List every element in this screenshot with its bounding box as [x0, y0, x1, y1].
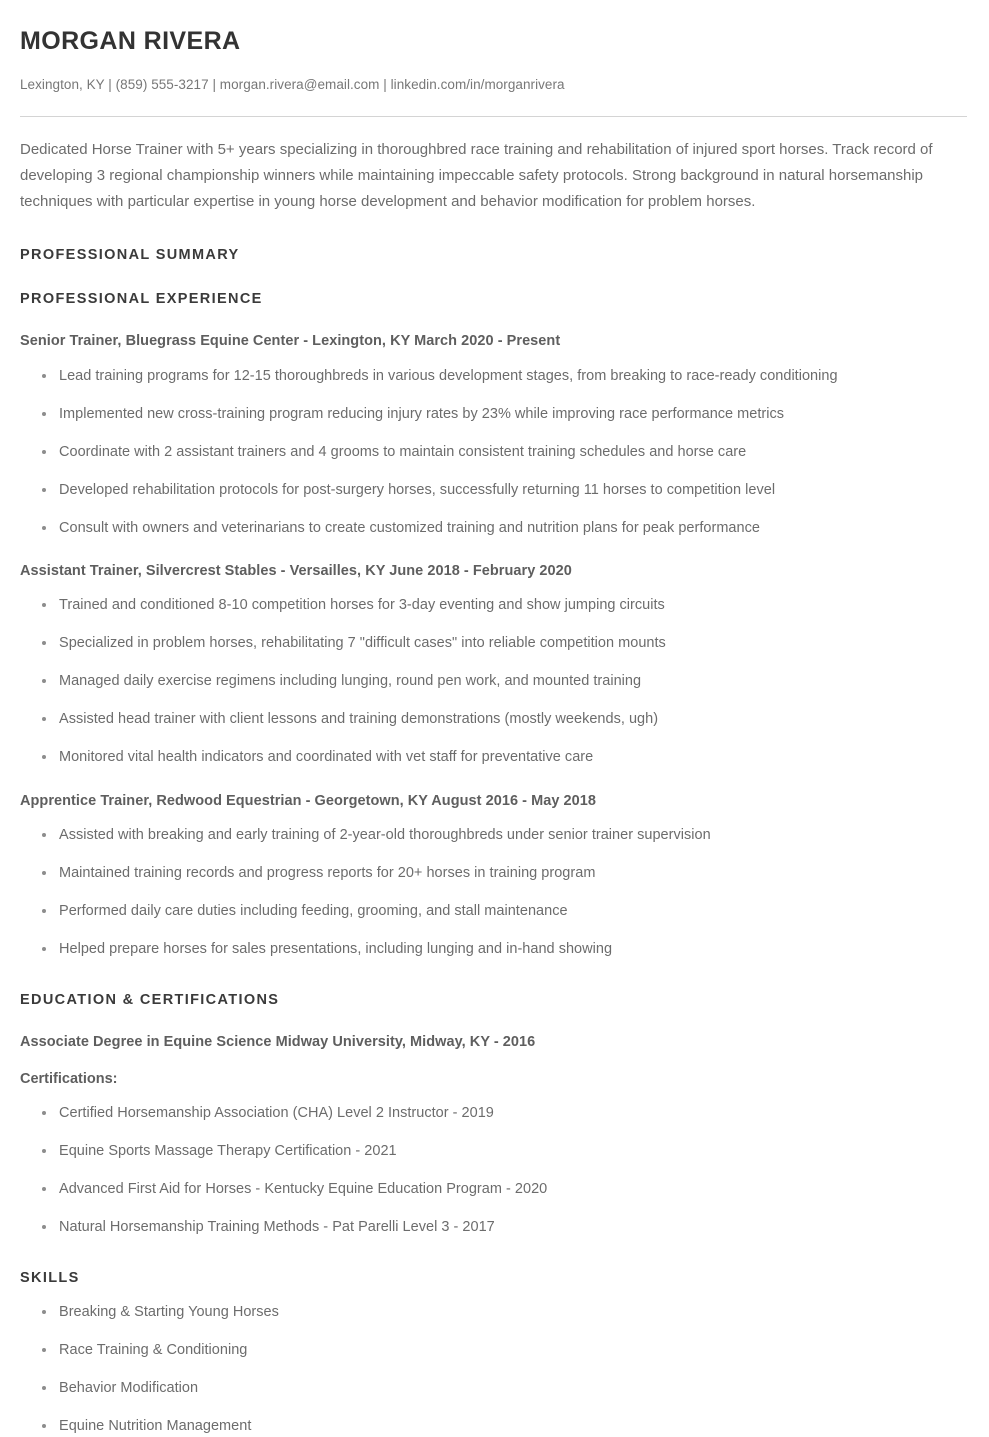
list-item: Trained and conditioned 8-10 competition horses for 3-day eventing and show jumping circuits — [20, 595, 966, 616]
section-heading-skills: SKILLS — [20, 1270, 80, 1287]
list-item: Lead training programs for 12-15 thoroughbreds in various development stages, from breaking to race-ready conditioning — [20, 366, 966, 387]
list-item: Assisted with breaking and early training of 2-year-old thoroughbreds under senior trainer supervision — [20, 825, 966, 846]
job-heading: Senior Trainer, Bluegrass Equine Center - Lexington, KY March 2020 - Present — [20, 333, 561, 350]
list-item: Helped prepare horses for sales presentations, including lunging and in-hand showing — [20, 939, 966, 960]
list-item: Specialized in problem horses, rehabilitating 7 "difficult cases" into reliable competition mounts — [20, 633, 966, 654]
section-heading-education: EDUCATION & CERTIFICATIONS — [20, 992, 280, 1009]
list-item: Consult with owners and veterinarians to create customized training and nutrition plans for peak performance — [20, 518, 966, 539]
list-item: Developed rehabilitation protocols for post-surgery horses, successfully returning 11 horses to competition level — [20, 480, 966, 501]
list-item: Monitored vital health indicators and coordinated with vet staff for preventative care — [20, 747, 966, 768]
job-bullet-list — [20, 366, 966, 539]
job-bullet-list — [20, 595, 966, 768]
list-item: Implemented new cross-training program reducing injury rates by 23% while improving race performance metrics — [20, 404, 966, 425]
list-item: Maintained training records and progress reports for 20+ horses in training program — [20, 863, 966, 884]
list-item: Equine Sports Massage Therapy Certification - 2021 — [20, 1141, 966, 1162]
job-heading: Assistant Trainer, Silvercrest Stables - Versailles, KY June 2018 - February 2020 — [20, 562, 572, 579]
summary-paragraph: Dedicated Horse Trainer with 5+ years specializing in thoroughbred race training and rehabilitation of injured sport horses. Track record of developing 3 regional championship winners while maintaining impeccable safety protocols. Strong background in natural horsemanship techniques with particular expertise in young horse development and behavior modification for problem horses. — [20, 141, 933, 210]
list-item: Race Training & Conditioning — [20, 1340, 966, 1361]
skills-list — [20, 1302, 966, 1437]
section-heading-professional-summary: PROFESSIONAL SUMMARY — [20, 246, 240, 263]
list-item: Managed daily exercise regimens including lunging, round pen work, and mounted training — [20, 671, 966, 692]
list-item: Breaking & Starting Young Horses — [20, 1302, 966, 1323]
list-item: Equine Nutrition Management — [20, 1416, 966, 1437]
list-item: Behavior Modification — [20, 1378, 966, 1399]
list-item: Advanced First Aid for Horses - Kentucky Equine Education Program - 2020 — [20, 1179, 966, 1200]
list-item: Coordinate with 2 assistant trainers and 4 grooms to maintain consistent training schedules and horse care — [20, 442, 966, 463]
certification-list — [20, 1103, 966, 1238]
certifications-label: Certifications: — [20, 1070, 118, 1087]
section-heading-professional-experience: PROFESSIONAL EXPERIENCE — [20, 291, 263, 308]
contact-info: Lexington, KY | (859) 555-3217 | morgan.rivera@email.com | linkedin.com/in/morganrivera — [20, 77, 565, 93]
degree-heading: Associate Degree in Equine Science Midway University, Midway, KY - 2016 — [20, 1033, 536, 1050]
list-item: Certified Horsemanship Association (CHA) Level 2 Instructor - 2019 — [20, 1103, 966, 1124]
job-bullet-list — [20, 825, 966, 960]
page-title: MORGAN RIVERA — [20, 27, 241, 55]
job-heading: Apprentice Trainer, Redwood Equestrian - Georgetown, KY August 2016 - May 2018 — [20, 792, 596, 809]
list-item: Performed daily care duties including feeding, grooming, and stall maintenance — [20, 901, 966, 922]
list-item: Natural Horsemanship Training Methods - Pat Parelli Level 3 - 2017 — [20, 1217, 966, 1238]
header-divider — [20, 116, 967, 117]
list-item: Assisted head trainer with client lessons and training demonstrations (mostly weekends, ugh) — [20, 709, 966, 730]
